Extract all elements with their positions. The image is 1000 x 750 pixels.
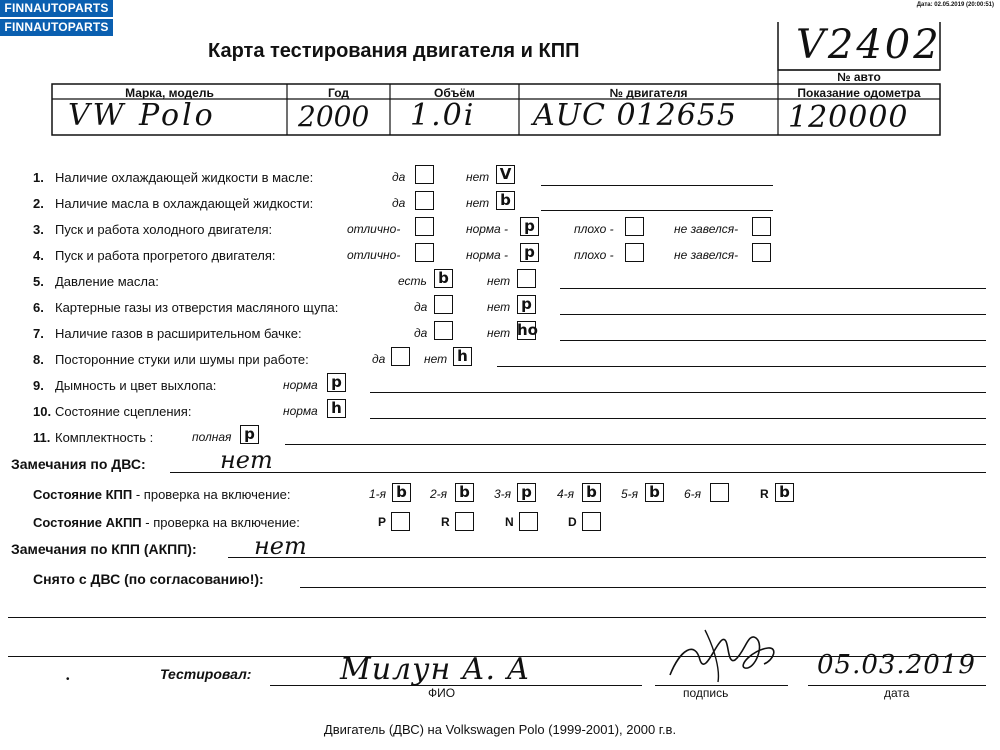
- item-label-crankcase-gases: Картерные газы из отверстия масляного щупа:: [55, 300, 339, 315]
- checkbox-yes[interactable]: [434, 295, 453, 314]
- kpp-label-rest: - проверка на включение:: [132, 487, 291, 502]
- gear-label: 1-я: [369, 487, 387, 501]
- item-number: 1.: [33, 170, 44, 185]
- option-full: полная: [192, 430, 232, 444]
- engine-number-label: № двигателя: [609, 86, 688, 100]
- make-label: Марка, модель: [125, 86, 214, 100]
- option-no: нет: [487, 326, 511, 340]
- akpp-label-bold: Состояние АКПП: [33, 515, 142, 530]
- mode-label: N: [505, 515, 514, 529]
- date-label: дата: [884, 686, 910, 700]
- akpp-label-rest: - проверка на включение:: [141, 515, 300, 530]
- item-number: 3.: [33, 222, 44, 237]
- option-yes: да: [372, 352, 386, 366]
- checkbox-no-start[interactable]: [752, 217, 771, 236]
- check-mark: b: [649, 483, 660, 501]
- item-label-completeness: Комплектность :: [55, 430, 154, 445]
- item-number: 5.: [33, 274, 44, 289]
- notes-line: [541, 210, 773, 211]
- option-bad: плохо -: [574, 248, 614, 262]
- option-bad: плохо -: [574, 222, 614, 236]
- checkbox-no-start[interactable]: [752, 243, 771, 262]
- akpp-label: [33, 515, 300, 530]
- removed-label: Снято с ДВС (по согласованию!):: [33, 571, 264, 587]
- test-date-value: 05.03.2019: [817, 650, 976, 680]
- kpp-label: [33, 487, 290, 502]
- option-no-start: не завелся-: [674, 248, 739, 262]
- option-no: нет: [487, 300, 511, 314]
- kpp-remarks-value: нет: [254, 532, 307, 560]
- check-mark: b: [779, 483, 790, 501]
- check-mark: p: [524, 217, 535, 235]
- item-number: 7.: [33, 326, 44, 341]
- check-mark: p: [521, 295, 532, 313]
- notes-line: [497, 366, 986, 367]
- dot: •: [66, 674, 70, 685]
- check-mark: ho: [517, 321, 538, 339]
- option-no: нет: [466, 196, 490, 210]
- volume-value: 1.0i: [410, 98, 476, 133]
- mode-checkbox[interactable]: [391, 512, 410, 531]
- item-label-cold-start: Пуск и работа холодного двигателя:: [55, 222, 273, 237]
- car-number-value: V2402: [796, 22, 942, 68]
- check-mark: p: [524, 243, 535, 261]
- item-number: 9.: [33, 378, 44, 393]
- notes-line: [370, 392, 986, 393]
- item-label-exhaust-smoke: Дымность и цвет выхлопа:: [55, 378, 217, 393]
- signature-scribble: [660, 620, 790, 690]
- option-no-start: не завелся-: [674, 222, 739, 236]
- option-no: нет: [466, 170, 490, 184]
- brand-watermark: FINNAUTOPARTS: [0, 0, 113, 17]
- signature-label: подпись: [683, 686, 729, 700]
- item-label-coolant-in-oil: Наличие охлаждающей жидкости в масле:: [55, 170, 314, 185]
- volume-label: Объём: [434, 86, 475, 100]
- notes-line: [560, 340, 986, 341]
- name-line: [270, 685, 642, 686]
- engine-remarks-label: Замечания по ДВС:: [11, 456, 146, 472]
- mode-checkbox[interactable]: [455, 512, 474, 531]
- gear-label: 6-я: [684, 487, 702, 501]
- gear-checkbox[interactable]: [710, 483, 729, 502]
- option-no: нет: [424, 352, 448, 366]
- mode-checkbox[interactable]: [582, 512, 601, 531]
- option-normal: норма: [283, 378, 318, 392]
- check-mark: b: [459, 483, 470, 501]
- item-number: 4.: [33, 248, 44, 263]
- make-value: VW Polo: [68, 98, 216, 133]
- tested-by-label: Тестировал:: [160, 666, 252, 682]
- auto-number-label: № авто: [837, 70, 881, 84]
- engine-remarks-value: нет: [220, 446, 273, 474]
- item-number: 8.: [33, 352, 44, 367]
- check-mark: p: [244, 425, 255, 443]
- mode-checkbox[interactable]: [519, 512, 538, 531]
- item-label-expansion-tank-gases: Наличие газов в расширительном бачке:: [55, 326, 302, 341]
- check-mark: b: [500, 191, 511, 209]
- option-normal: норма: [283, 404, 318, 418]
- gear-label: 4-я: [557, 487, 575, 501]
- mode-label: D: [568, 515, 577, 529]
- check-mark: b: [396, 483, 407, 501]
- check-mark: V: [499, 165, 512, 183]
- page-title: Карта тестирования двигателя и КПП: [208, 40, 580, 62]
- notes-line: [285, 444, 986, 445]
- check-mark: h: [331, 399, 342, 417]
- notes-line: [300, 587, 986, 588]
- option-excellent: отлично-: [347, 248, 401, 262]
- item-number: 11.: [33, 430, 51, 445]
- checkbox-bad[interactable]: [625, 243, 644, 262]
- checkbox-no[interactable]: [517, 269, 536, 288]
- notes-line: [170, 472, 986, 473]
- gear-label: 5-я: [621, 487, 639, 501]
- option-normal: норма -: [466, 248, 509, 262]
- check-mark: h: [457, 347, 468, 365]
- mode-label: R: [441, 515, 450, 529]
- checkbox-excellent[interactable]: [415, 243, 434, 262]
- gear-label: R: [760, 487, 769, 501]
- option-yes: да: [414, 326, 428, 340]
- check-mark: b: [586, 483, 597, 501]
- check-mark: p: [331, 373, 342, 391]
- print-date: Дата: 02.05.2019 (20:00:51): [916, 2, 994, 8]
- odometer-label: Показание одометра: [797, 86, 921, 100]
- odometer-value: 120000: [788, 100, 909, 135]
- item-number: 10.: [33, 404, 52, 419]
- check-mark: b: [438, 269, 449, 287]
- tester-name-value: Милун А. А: [340, 652, 531, 687]
- item-label-clutch: Состояние сцепления:: [55, 404, 192, 419]
- option-yes: да: [392, 170, 406, 184]
- notes-line: [8, 617, 986, 618]
- item-number: 6.: [33, 300, 44, 315]
- notes-line: [370, 418, 986, 419]
- option-present: есть: [398, 274, 427, 288]
- footer-caption: Двигатель (ДВС) на Volkswagen Polo (1999-2001), 2000 г.в.: [323, 722, 677, 737]
- item-label-warm-start: Пуск и работа прогретого двигателя:: [55, 248, 276, 263]
- kpp-label-bold: Состояние КПП: [33, 487, 133, 502]
- checkbox-yes[interactable]: [415, 165, 434, 184]
- checkbox-yes[interactable]: [434, 321, 453, 340]
- checkbox-yes[interactable]: [391, 347, 410, 366]
- option-no: нет: [487, 274, 511, 288]
- notes-line: [541, 185, 773, 186]
- item-label-oil-in-coolant: Наличие масла в охлаждающей жидкости:: [55, 196, 314, 211]
- item-label-noises: Посторонние стуки или шумы при работе:: [55, 352, 309, 367]
- year-value: 2000: [298, 100, 370, 133]
- option-yes: да: [392, 196, 406, 210]
- engine-number-value: AUC 012655: [533, 98, 737, 133]
- item-number: 2.: [33, 196, 44, 211]
- checkbox-excellent[interactable]: [415, 217, 434, 236]
- checkbox-bad[interactable]: [625, 217, 644, 236]
- brand-watermark: FINNAUTOPARTS: [0, 19, 113, 36]
- checkbox-yes[interactable]: [415, 191, 434, 210]
- item-label-oil-pressure: Давление масла:: [55, 274, 159, 289]
- option-yes: да: [414, 300, 428, 314]
- mode-label: P: [378, 515, 387, 529]
- kpp-remarks-label: Замечания по КПП (АКПП):: [11, 541, 197, 557]
- check-mark: p: [521, 483, 532, 501]
- gear-label: 3-я: [494, 487, 512, 501]
- option-excellent: отлично-: [347, 222, 401, 236]
- notes-line: [228, 557, 986, 558]
- fio-label: ФИО: [428, 686, 456, 700]
- year-label: Год: [328, 86, 349, 100]
- gear-label: 2-я: [430, 487, 448, 501]
- option-normal: норма -: [466, 222, 509, 236]
- notes-line: [560, 288, 986, 289]
- notes-line: [560, 314, 986, 315]
